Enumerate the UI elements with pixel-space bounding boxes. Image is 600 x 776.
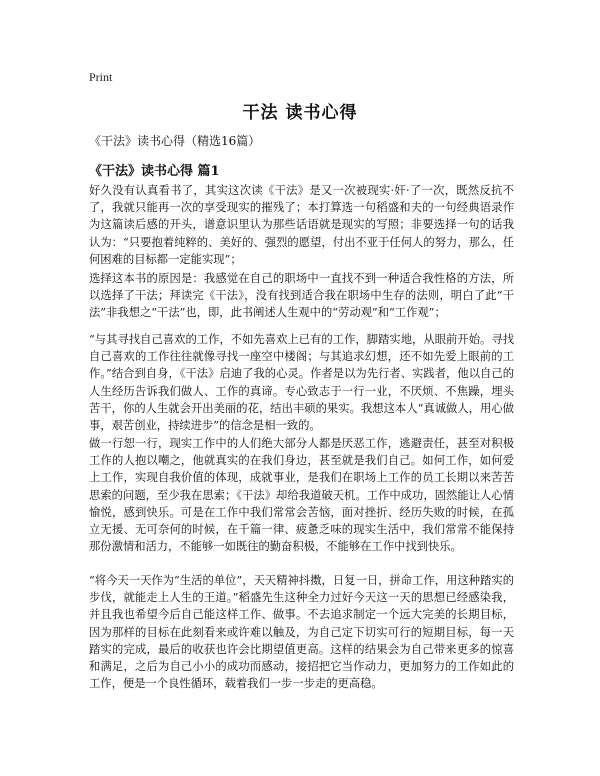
section-heading: 《干法》读书心得 篇1	[89, 164, 220, 179]
paragraph-4: 做一行恕一行，现实工作中的人们绝大部分人都是厌恶工作，逃避责任，甚至对积极工作的人抱以嘲之，他就真实的在我们身边，甚至就是我们自己。如何工作，如何爱上工作，实现自我价值的体现，成就事业，是我们在职场上工作的员工长期以来苦苦思索的问题，至少我在思索；《干法》却给我道破天机。工作中成功，固然能让人心情愉悦，感到快乐。可是在工作中我们常常会苦恼，面对挫折、经历失败的时候，在孤立无援、无可奈何的时候，在千篇一律、疲惫乏味的现实生活中，我们常常不能保持那份激情和活力，不能够一如既往的勤奋积极，不能够在工作中找到快乐。	[89, 437, 514, 554]
document-title: 干法 读书心得	[242, 103, 358, 123]
paragraph-1: 好久没有认真看书了，其实这次读《干法》是又一次被现实·奸·了一次，既然反抗不了，我就只能再一次的享受现实的摧残了；本打算选一句稻盛和夫的一句经典语录作为这篇读后感的开头，谱意识里认为那些话语就是现实的写照；非要选择一句的话我认为：“只要抱着纯粹的、美好的、强烈的愿望，付出不亚于任何人的努力，那么，任何困难的目标都一定能实现”；	[89, 184, 514, 266]
paragraph-3: “与其寻找自己喜欢的工作，不如先喜欢上已有的工作，脚踏实地，从眼前开始。寻找自己喜欢的工作往往就像寻找一座空中楼阁；与其追求幻想，还不如先爱上眼前的工作。”结合到自身，《干法》启迪了我的心灵。作者是以为先行者、实践者，他以自己的人生经历告诉我们做人、工作的真谛。专心致志于一行一业，不厌烦、不焦躁，埋头苦干，你的人生就会开出美丽的花，结出丰硕的果实。我想这本人“真诚做人，用心做事，艰苦创业，持续进步”的信念是相一致的。	[89, 333, 514, 433]
paragraph-5: “将今天一天作为“生活的单位”，天天精神抖擞，日复一日，拼命工作，用这种踏实的步伐，就能走上人生的王道。”稻盛先生这种全力过好今天这一天的思想已经感染我，并且我也希望今后自己能这样工作、做事。不去追求制定一个远大完美的长期目标，因为那样的目标在此刻看来或许难以触及，为自己定下切实可行的短期目标，每一天踏实的完成，最后的收获也许会比期望值更高。这样的结果会为自己带来更多的惊喜和满足，之后为自己小小的成功而感动，接招把它当作动力，更加努力的工作如此的工作，便是一个良性循环，载着我们一步一步走的更高稳。	[89, 574, 514, 691]
document-subtitle: 《干法》读书心得（精选16篇）	[89, 134, 261, 148]
print-link[interactable]: Print	[89, 70, 113, 84]
paragraph-2: 选择这本书的原因是：我感觉在自己的职场中一直找不到一种适合我性格的方法，所以选择了干法；拜读完《干法》，没有找到适合我在职场中生存的法则，明白了此“干法”非我想之“干法”也，即，此书阐述人生观中的“劳动观”和“工作观”；	[89, 272, 514, 320]
